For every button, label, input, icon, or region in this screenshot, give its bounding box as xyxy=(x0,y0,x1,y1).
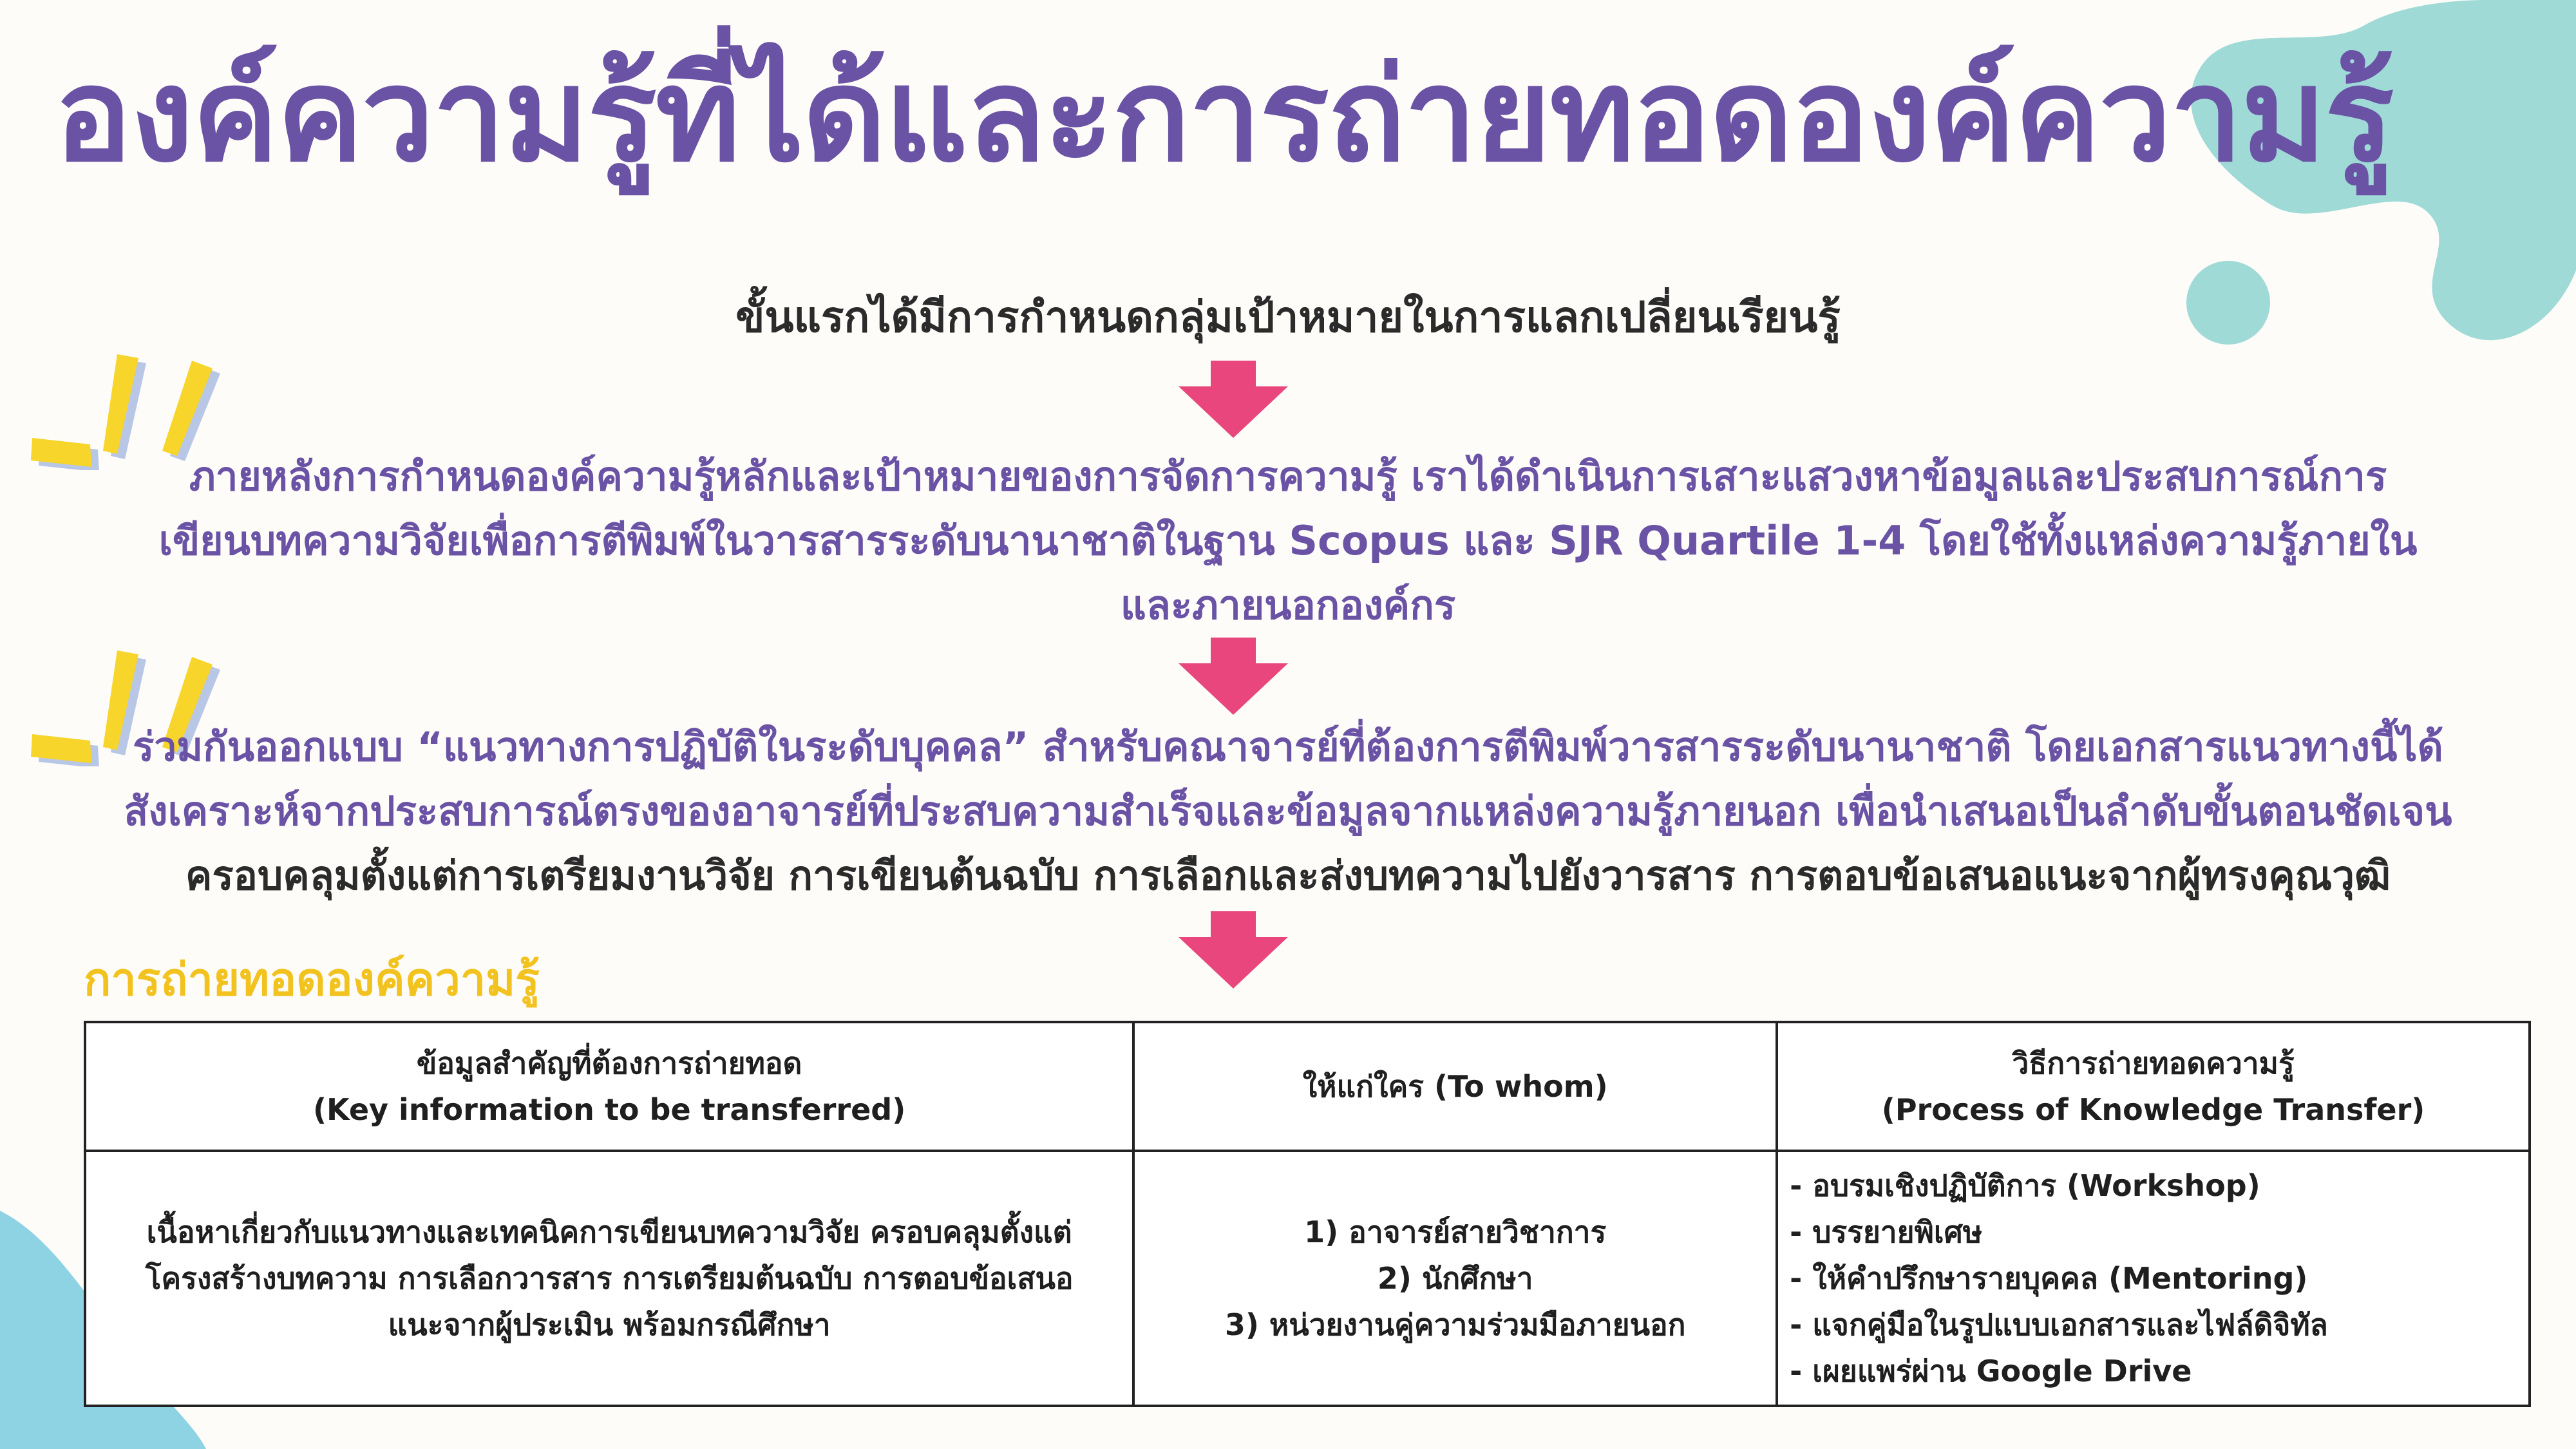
cell-line: โครงสร้างบทความ การเลือกวารสาร การเตรียมต้นฉบับ การตอบข้อเสนอ xyxy=(145,1261,1074,1296)
process-cell xyxy=(1777,1151,2530,1406)
header-thai-label: ข้อมูลสำคัญที่ต้องการถ่ายทอด xyxy=(416,1046,802,1081)
paragraph-line: เขียนบทความวิจัยเพื่อการตีพิมพ์ในวารสารระดับนานาชาติในฐาน Scopus และ SJR Quartile 1-4 โดยใช้ทั้งแหล่งความรู้ภายใน xyxy=(158,517,2418,564)
paragraph-line: ร่วมกันออกแบบ “แนวทางการปฏิบัติในระดับบุคคล” สำหรับคณาจารย์ที่ต้องการตีพิมพ์วารสารระดับนานาชาติ โดยเอกสารแนวทางนี้ได้ xyxy=(133,723,2443,770)
paragraph-line: สังเคราะห์จากประสบการณ์ตรงของอาจารย์ที่ประสบความสำเร็จและข้อมูลจากแหล่งความรู้ภายนอก เพื่อนำเสนอเป็นลำดับขั้นตอนชัดเจน xyxy=(124,788,2452,835)
header-thai-label: ให้แก่ใคร (To whom) xyxy=(1302,1069,1608,1104)
section-title: การถ่ายทอดองค์ความรู้ xyxy=(84,953,540,1006)
list-item: - ให้คำปรึกษารายบุคคล (Mentoring) xyxy=(1790,1261,2308,1296)
guideline-design-paragraph xyxy=(77,715,2499,908)
key-information-cell xyxy=(85,1151,1133,1406)
arrow-down-icon xyxy=(1179,638,1288,715)
to-whom-cell xyxy=(1133,1151,1777,1406)
arrow-down-icon xyxy=(1179,361,1288,438)
list-item: - อบรมเชิงปฏิบัติการ (Workshop) xyxy=(1790,1168,2260,1203)
cell-line: เนื้อหาเกี่ยวกับแนวทางและเทคนิคการเขียนบทความวิจัย ครอบคลุมตั้งแต่ xyxy=(146,1215,1072,1249)
knowledge-search-paragraph xyxy=(77,444,2499,638)
table-row xyxy=(85,1151,2530,1406)
step-one-heading: ขั้นแรกได้มีการกำหนดกลุ่มเป้าหมายในการแลกเปลี่ยนเรียนรู้ xyxy=(735,292,1841,342)
paragraph-line: ภายหลังการกำหนดองค์ความรู้หลักและเป้าหมายของการจัดการความรู้ เราได้ดำเนินการเสาะแสวงหาข้อมูลและประสบการณ์การ xyxy=(189,453,2387,500)
arrow-down-icon xyxy=(1179,911,1288,989)
list-item: 2) นักศึกษา xyxy=(1377,1261,1533,1296)
header-thai-label: วิธีการถ่ายทอดความรู้ xyxy=(2012,1046,2295,1081)
list-item: 1) อาจารย์สายวิชาการ xyxy=(1304,1215,1607,1249)
column-header-process xyxy=(1777,1022,2530,1151)
page-title: องค์ความรู้ที่ได้และการถ่ายทอดองค์ความรู้ xyxy=(54,41,2393,191)
list-item: 3) หน่วยงานคู่ความร่วมมือภายนอก xyxy=(1224,1307,1686,1342)
list-item: - แจกคู่มือในรูปแบบเอกสารและไฟล์ดิจิทัล xyxy=(1790,1307,2328,1342)
column-header-to-whom xyxy=(1133,1022,1777,1151)
list-item: - บรรยายพิเศษ xyxy=(1790,1215,1983,1249)
header-english-label: (Key information to be transferred) xyxy=(312,1092,906,1127)
list-item: - เผยแพร่ผ่าน Google Drive xyxy=(1790,1354,2192,1388)
cell-line: แนะจากผู้ประเมิน พร้อมกรณีศึกษา xyxy=(388,1307,831,1342)
paragraph-line: ครอบคลุมตั้งแต่การเตรียมงานวิจัย การเขียนต้นฉบับ การเลือกและส่งบทความไปยังวารสาร การตอบข้อเสนอแนะจากผู้ทรงคุณวุฒิ xyxy=(185,852,2391,899)
header-english-label: (Process of Knowledge Transfer) xyxy=(1881,1092,2425,1127)
column-header-key-information xyxy=(85,1022,1133,1151)
knowledge-transfer-table xyxy=(84,1021,2531,1407)
table-header-row xyxy=(85,1022,2530,1151)
paragraph-line: และภายนอกองค์กร xyxy=(1120,582,1456,629)
